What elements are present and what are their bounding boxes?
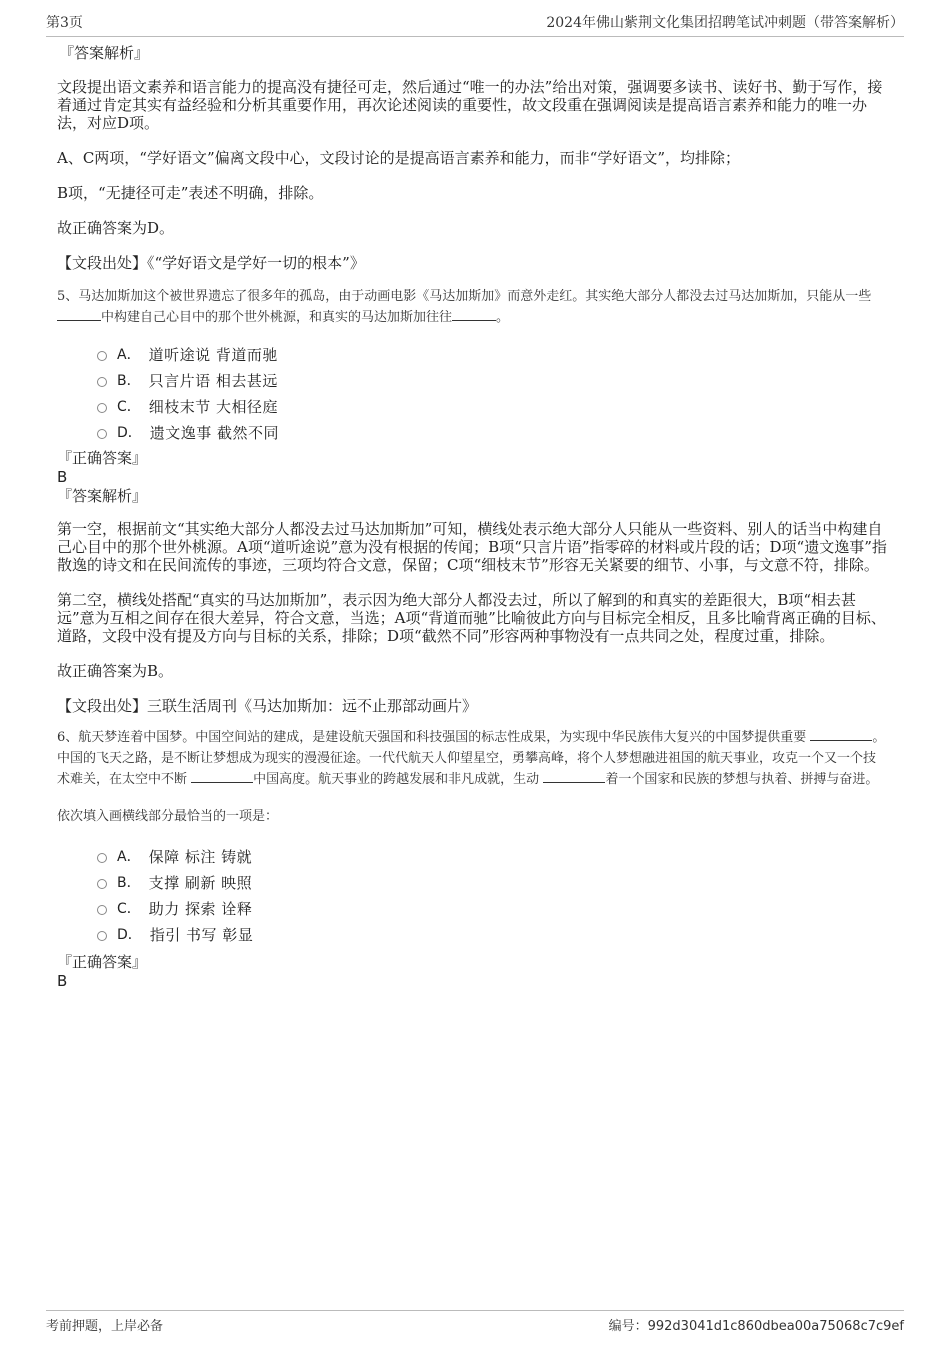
option-letter: C．: [117, 901, 141, 917]
question-text: 着一个国家和民族的梦想与执着、拼搏与奋进。: [605, 772, 879, 787]
option-c[interactable]: [97, 895, 888, 921]
option-text: 遗文逸事 截然不同: [149, 423, 280, 442]
radio-icon[interactable]: [97, 853, 107, 863]
option-letter: A．: [117, 849, 141, 865]
radio-icon[interactable]: [97, 931, 107, 941]
option-d[interactable]: [97, 921, 888, 947]
correct-answer: B: [57, 468, 68, 486]
answer-statement: 故正确答案为B。: [57, 662, 174, 680]
radio-icon[interactable]: [97, 905, 107, 915]
question-text: 。中国的飞天之路，是不断让梦想成为现实的漫漫征途。一代代航天人仰望星空，勇攀高峰，将个人梦想融进祖国的航天事业，攻克一个又一个技术难关，在太空中不断: [57, 730, 886, 787]
page-header: [46, 12, 904, 37]
option-letter: A．: [117, 347, 141, 363]
correct-answer-label: 『正确答案』: [57, 953, 148, 971]
question-text: 5、马达加斯加这个被世界遗忘了很多年的孤岛，由于动画电影《马达加斯加》而意外走红。其实绝大部分人都没去过马达加斯加，只能从一些: [57, 289, 872, 304]
question-text: 中构建自己心目中的那个世外桃源，和真实的马达加斯加往往: [101, 310, 453, 325]
page-footer: [46, 1310, 904, 1334]
option-letter: D．: [117, 425, 142, 441]
question-6-stem: [57, 727, 888, 790]
option-text: 支撑 刷新 映照: [148, 873, 253, 892]
question-prompt: 依次填入画横线部分最恰当的一项是：: [57, 809, 279, 824]
code-value: 992d3041d1c860dbea00a75068c7c9ef: [647, 1319, 904, 1334]
answer-statement: 故正确答案为D。: [57, 219, 175, 237]
question-text: 中国高度。航天事业的跨越发展和非凡成就，生动: [253, 772, 540, 787]
option-text: 指引 书写 彰显: [149, 925, 254, 944]
answer-blank: [543, 770, 605, 783]
question-6-options: [97, 843, 888, 947]
question-5-options: [97, 341, 888, 445]
document-code: [609, 1315, 904, 1334]
correct-answer: B: [57, 972, 68, 990]
question-5-stem: [57, 286, 888, 328]
option-text: 助力 探索 诠释: [148, 899, 253, 918]
option-b[interactable]: [97, 869, 888, 895]
footer-slogan: 考前押题，上岸必备: [46, 1319, 164, 1334]
option-a[interactable]: [97, 341, 888, 367]
option-text: 道听途说 背道而驰: [148, 345, 278, 364]
code-label: 编号：: [608, 1319, 648, 1334]
answer-blank: [57, 308, 101, 321]
option-letter: B．: [117, 875, 141, 891]
analysis-paragraph: A、C两项，“学好语文”偏离文段中心，文段讨论的是提高语言素养和能力，而非“学好语文”，均排除；: [57, 149, 740, 167]
answer-blank: [191, 770, 253, 783]
option-text: 保障 标注 铸就: [148, 847, 253, 866]
radio-icon[interactable]: [97, 879, 107, 889]
source-note: 【文段出处】三联生活周刊《马达加斯加：远不止那部动画片》: [57, 697, 478, 715]
question-text: 6、航天梦连着中国梦。中国空间站的建成，是建设航天强国和科技强国的标志性成果，为实现中华民族伟大复兴的中国梦提供重要: [57, 730, 807, 745]
correct-answer-label: 『正确答案』: [57, 449, 148, 467]
answer-blank: [810, 728, 872, 741]
analysis-label: 『答案解析』: [57, 487, 148, 505]
option-b[interactable]: [97, 367, 888, 393]
source-note: 【文段出处】《“学好语文是学好一切的根本”》: [57, 254, 365, 272]
option-c[interactable]: [97, 393, 888, 419]
radio-icon[interactable]: [97, 429, 107, 439]
radio-icon[interactable]: [97, 351, 107, 361]
radio-icon[interactable]: [97, 377, 107, 387]
analysis-paragraph: B项，“无捷径可走”表述不明确，排除。: [57, 184, 324, 202]
analysis-paragraph: 第一空，根据前文“其实绝大部分人都没去过马达加斯加”可知，横线处表示绝大部分人只能从一些资料、别人的话当中构建自己心目中的那个世外桃源。A项“道听途说”意为没有根据的传闻；B项“只言片语”指零碎的材料或片段的话；D项“遗文逸事”指散逸的诗文和在民间流传的事迹，三项均符合文意，保留；C项“细枝末节”形容无关紧要的细节、小事，与文意不符，排除。: [57, 520, 887, 574]
page-number: 第3页: [46, 15, 83, 31]
document-title: 2024年佛山紫荆文化集团招聘笔试冲刺题（带答案解析）: [546, 15, 904, 31]
radio-icon[interactable]: [97, 403, 107, 413]
question-text: 。: [496, 310, 510, 325]
option-text: 只言片语 相去甚远: [148, 371, 278, 390]
analysis-paragraph: 第二空，横线处搭配“真实的马达加斯加”，表示因为绝大部分人都没去过，所以了解到的和真实的差距很大，B项“相去甚远”意为互相之间存在很大差异，符合文意，当选；A项“背道而驰”比喻彼此方向与目标完全相反，且多比喻背离正确的目标、道路，文段中没有提及方向与目标的关系，排除；D项“截然不同”形容两种事物没有一点共同之处，程度过重，排除。: [57, 591, 886, 645]
analysis-paragraph: 文段提出语文素养和语言能力的提高没有捷径可走，然后通过“唯一的办法”给出对策，强调要多读书、读好书、勤于写作，接着通过肯定其实有益经验和分析其重要作用，再次论述阅读的重要性，故文段重在强调阅读是提高语言素养和能力的唯一办法，对应D项。: [57, 78, 883, 132]
answer-blank: [452, 308, 496, 321]
option-letter: D．: [117, 927, 142, 943]
option-letter: B．: [117, 373, 141, 389]
page-content: [57, 44, 888, 991]
option-letter: C．: [117, 399, 141, 415]
option-text: 细枝末节 大相径庭: [148, 397, 279, 416]
option-a[interactable]: [97, 843, 888, 869]
analysis-label: 『答案解析』: [59, 44, 150, 62]
option-d[interactable]: [97, 419, 888, 445]
